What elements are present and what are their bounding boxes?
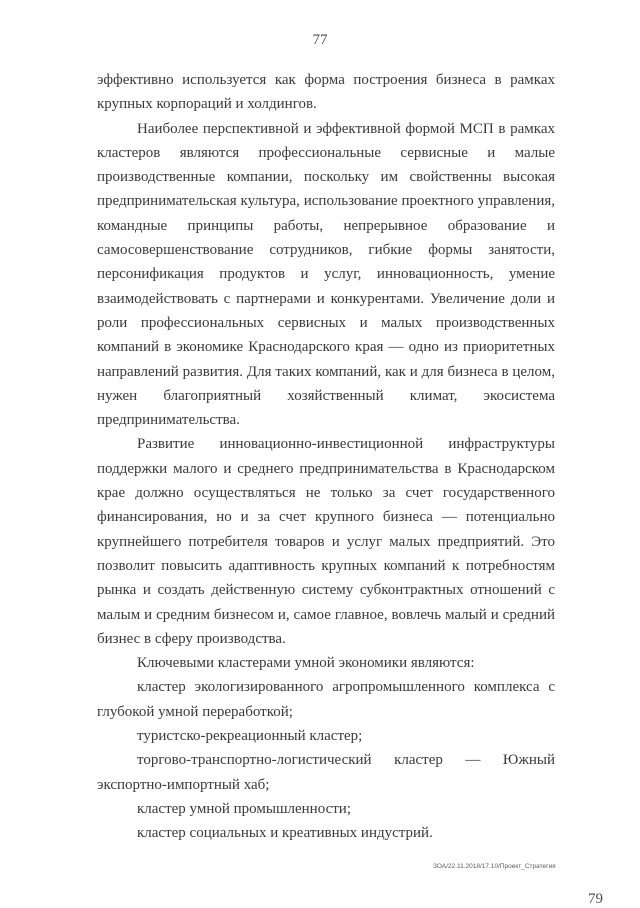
paragraph-continuation: эффективно используется как форма построения бизнеса в рамках крупных корпораций и холдингов. [97,72,555,113]
list-item-tourism-cluster: туристско-рекреационный кластер; [137,728,363,745]
corner-page-number: 79 [588,891,603,907]
page-number: 77 [312,32,328,48]
paragraph-msp-forms: Наиболее перспективной и эффективной формой МСП в рамках кластеров являются профессиональные сервисные и малые производственные компании, поскольку им свойственны высокая предпринимательская культура, использование проектного управления, командные принципы работы, непрерывное образование и самосовершенствование сотрудников, гибкие формы занятости, персонификация продуктов и услуг, инновационность, умение взаимодействовать с партнерами и конкурентами. Увеличение доли и роли профессиональных сервисных и малых производственных компаний в экономике Краснодарского края — одно из приоритетных направлений развития. Для таких компаний, как и для бизнеса в целом, нужен благоприятный хозяйственный климат, экосистема предпринимательства. [97,120,555,429]
list-item-logistics-cluster: торгово-транспортно-логистический кластер — Южный экспортно-импортный хаб; [97,752,555,793]
paragraph-infrastructure: Развитие инновационно-инвестиционной инфраструктуры поддержки малого и среднего предпринимательства в Краснодарском крае должно осуществляться не только за счет государственного финансирования, но и за счет крупного бизнеса — потенциально крупнейшего потребителя товаров и услуг малых предприятий. Это позволит повысить адаптивность крупных компаний к потребностям рынка и создать действенную систему субконтрактных отношений с малым и средним бизнесом и, самое главное, вовлечь малый и средний бизнес в сферу производства. [97,436,555,647]
document-body [97,68,555,846]
paragraph-key-clusters-intro: Ключевыми кластерами умной экономики являются: [137,655,475,672]
list-item-creative-cluster: кластер социальных и креативных индустрий. [137,825,433,842]
footer-stamp: ЗОА/22.11.2018/17.10/Проект_Стратегия [433,863,556,870]
list-item-agro-cluster: кластер экологизированного агропромышленного комплекса с глубокой умной переработкой; [97,679,555,720]
list-item-industry-cluster: кластер умной промышленности; [137,800,351,817]
